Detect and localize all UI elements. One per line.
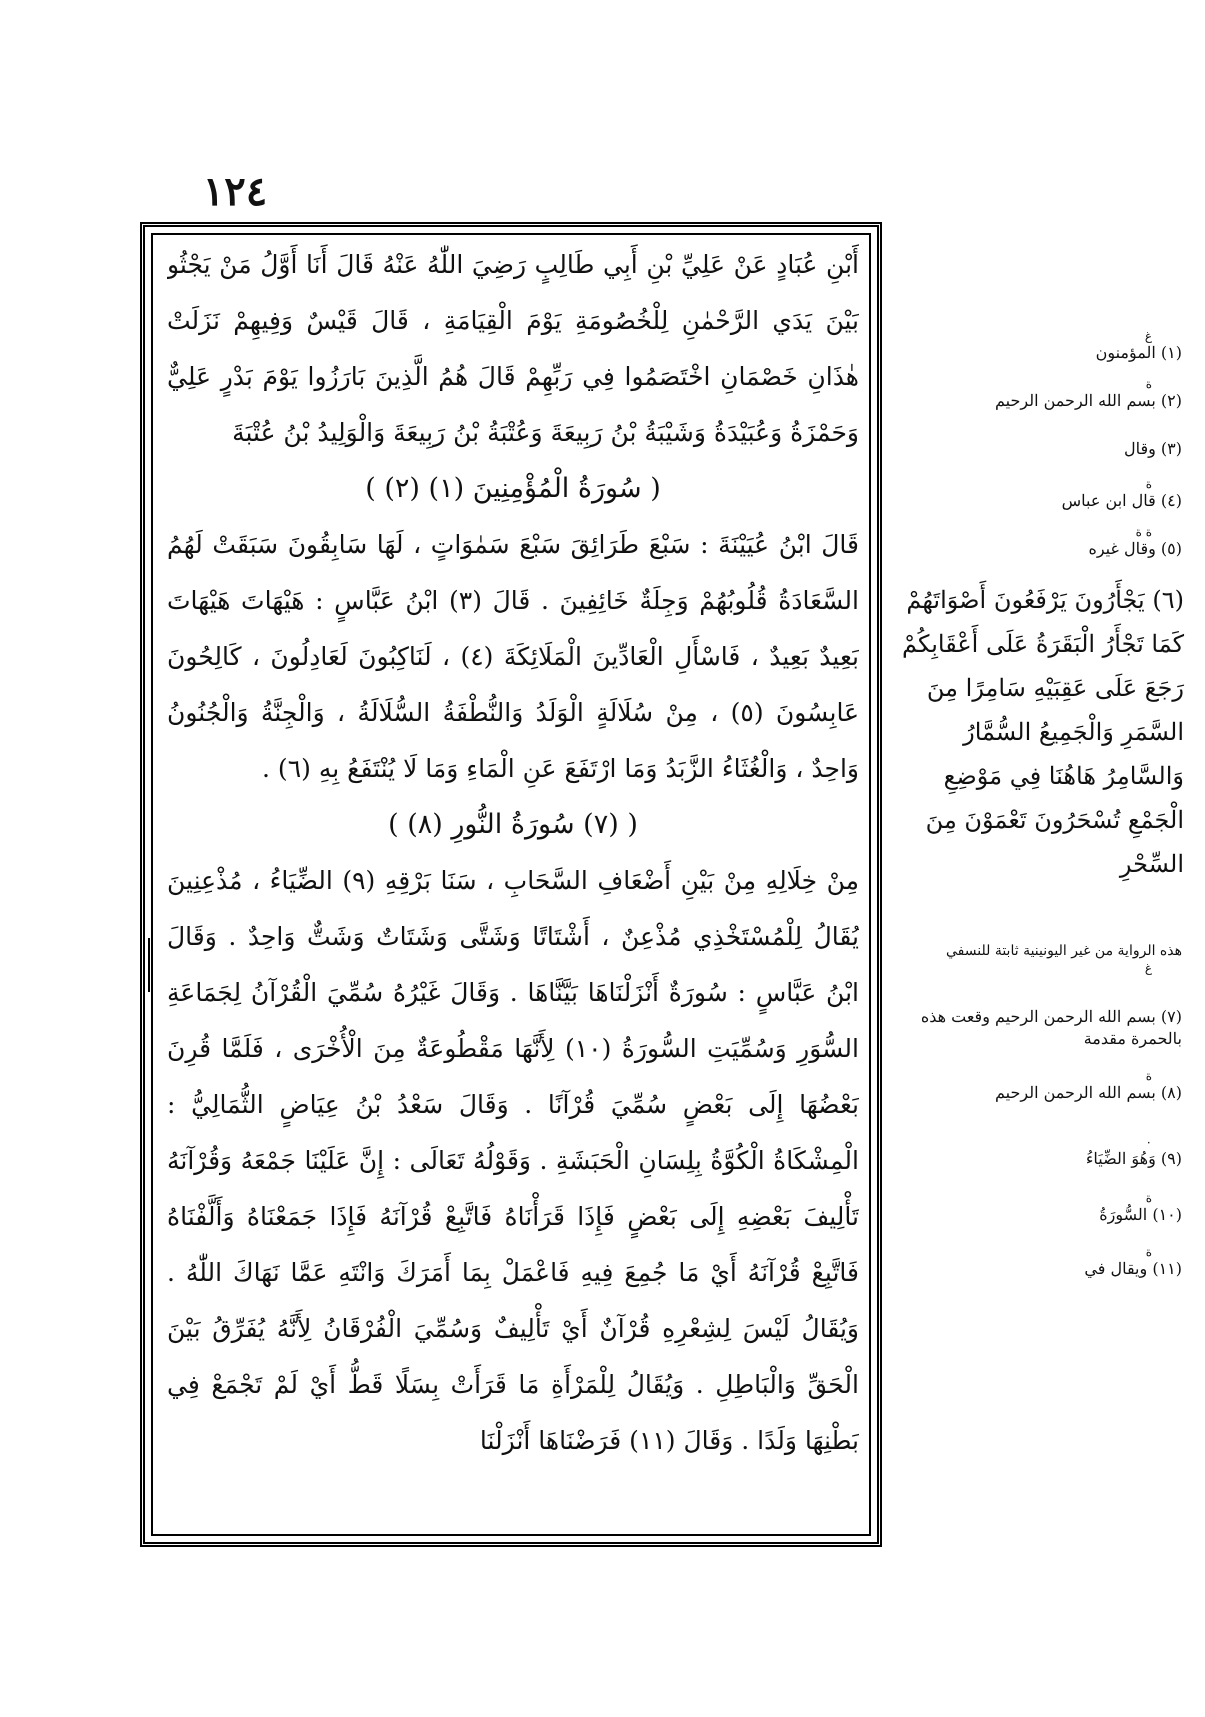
- note-4-text: (٤) قال ابن عباس: [1061, 491, 1182, 510]
- note-7-text: (٧) بسم الله الرحمن الرحيم وقعت هذه بالحمرة مقدمة: [920, 1007, 1182, 1048]
- note-5-mark: ة ة: [1135, 525, 1152, 539]
- text-frame: [140, 222, 882, 1547]
- note-5: [892, 526, 1182, 560]
- note-9-text: (٩) وَهُوَ الضِّيَاءُ: [1085, 1149, 1182, 1168]
- note-8-mark: ة: [1145, 1069, 1152, 1083]
- note-6-text: (٦) يَجْأَرُونَ يَرْفَعُونَ أَصْوَاتَهُمْ كَمَا تَجْأَرُ الْبَقَرَةُ عَلَى أَعْقَابِكُمْ رَجَعَ عَلَى عَقِبَيْهِ سَامِرًا مِنَ السَّمَرِ وَالْجَمِيعُ السُّمَّارُ وَالسَّامِرُ هَاهُنَا فِي مَوْضِعِ الْجَمْعِ تُسْحَرُونَ تَعْمَوْنَ مِنَ السِّحْرِ: [902, 586, 1184, 878]
- surah-heading-nur: ( (٧) سُورَةُ النُّورِ (٨) ): [388, 809, 638, 840]
- note-8-text: (٨) بسم الله الرحمن الرحيم: [995, 1083, 1182, 1102]
- note-4: [892, 478, 1182, 512]
- note-9-mark: ٠: [1145, 1135, 1152, 1149]
- note-3: [892, 438, 1182, 460]
- note-9: [892, 1136, 1182, 1170]
- note-6-tail-text: هذه الرواية من غير اليونينية ثابتة للنسفي: [946, 943, 1182, 959]
- paragraph-1: أَبْنِ عُبَادٍ عَنْ عَلِيِّ بْنِ أَبِي طَالِبٍ رَضِيَ اللّٰهُ عَنْهُ قَالَ أَنَا أَوَّلُ مَنْ يَجْثُو بَيْنَ يَدَي الرَّحْمٰنِ لِلْخُصُومَةِ يَوْمَ الْقِيَامَةِ ، قَالَ قَيْسٌ وَفِيهِمْ نَزَلَتْ هٰذَانِ خَصْمَانِ اخْتَصَمُوا فِي رَبِّهِمْ قَالَ هُمُ الَّذِينَ بَارَزُوا يَوْمَ بَدْرٍ عَلِيٌّ وَحَمْزَةُ وَعُبَيْدَةُ وَشَيْبَةُ بْنُ رَبِيعَةَ وَعُتْبَةُ بْنُ رَبِيعَةَ وَالْوَلِيدُ بْنُ عُتْبَةَ: [167, 250, 859, 447]
- note-11-text: (١١) ويقال في: [1084, 1259, 1182, 1278]
- note-1: [892, 330, 1182, 364]
- note-8: [892, 1070, 1182, 1104]
- note-1-mark: غ: [1144, 329, 1152, 343]
- note-6: [884, 578, 1184, 886]
- note-10-mark: ة: [1145, 1191, 1152, 1205]
- paragraph-3: مِنْ خِلَالِهِ مِنْ بَيْنِ أَضْعَافِ السَّحَابِ ، سَنَا بَرْقِهِ (٩) الضِّيَاءُ ، مُذْعِنِينَ يُقَالُ لِلْمُسْتَخْذِي مُذْعِنٌ ، أَشْتَاتًا وَشَتَّى وَشَتَاتٌ وَشَتٌّ وَاحِدٌ . وَقَالَ ابْنُ عَبَّاسٍ : سُورَةٌ أَنْزَلْنَاهَا بَيَّنَّاهَا . وَقَالَ غَيْرُهُ سُمِّيَ الْقُرْآنُ لِجَمَاعَةِ السُّوَرِ وَسُمِّيَتِ السُّورَةُ (١٠) لِأَنَّهَا مَقْطُوعَةٌ مِنَ الْأُخْرَى ، فَلَمَّا قُرِنَ بَعْضُهَا إِلَى بَعْضٍ سُمِّيَ قُرْآنًا . وَقَالَ سَعْدُ بْنُ عِيَاضٍ الثُّمَالِيُّ : الْمِشْكَاةُ الْكُوَّةُ بِلِسَانِ الْحَبَشَةِ . وَقَوْلُهُ تَعَالَى : إِنَّ عَلَيْنَا جَمْعَهُ وَقُرْآنَهُ تَأْلِيفَ بَعْضِهِ إِلَى بَعْضٍ فَإِذَا قَرَأْنَاهُ فَاتَّبِعْ قُرْآنَهُ فَإِذَا جَمَعْنَاهُ وَأَلَّفْنَاهُ فَاتَّبِعْ قُرْآنَهُ أَيْ مَا جُمِعَ فِيهِ فَاعْمَلْ بِمَا أَمَرَكَ وَانْتَهِ عَمَّا نَهَاكَ اللّٰهُ . وَيُقَالُ لَيْسَ لِشِعْرِهِ قُرْآنٌ أَيْ تَأْلِيفٌ وَسُمِّيَ الْفُرْقَانُ لِأَنَّهُ يُفَرِّقُ بَيْنَ الْحَقِّ وَالْبَاطِلِ . وَيُقَالُ لِلْمَرْأَةِ مَا قَرَأَتْ بِسَلًا قَطُّ أَيْ لَمْ تَجْمَعْ فِي بَطْنِهَا وَلَدًا . وَقَالَ (١١) فَرَضْنَاهَا أَنْزَلْنَا: [167, 866, 859, 1455]
- note-1-text: (١) المؤمنون: [1095, 343, 1182, 362]
- note-10-text: (١٠) السُّورَةُ: [1099, 1205, 1182, 1224]
- note-2: [892, 378, 1182, 412]
- note-2-text: (٢) بسم الله الرحمن الرحيم: [995, 391, 1182, 410]
- note-11-mark: ة: [1145, 1245, 1152, 1259]
- paragraph-2: قَالَ ابْنُ عُيَيْنَةَ : سَبْعَ طَرَائِقَ سَبْعَ سَمٰوَاتٍ ، لَهَا سَابِقُونَ سَبَقَتْ لَهُمُ السَّعَادَةُ قُلُوبُهُمْ وَجِلَةٌ خَائِفِينَ . قَالَ (٣) ابْنُ عَبَّاسٍ : هَيْهَاتَ هَيْهَاتَ بَعِيدٌ بَعِيدٌ ، فَاسْأَلِ الْعَادِّينَ الْمَلَائِكَةَ (٤) ، لَنَاكِبُونَ لَعَادِلُونَ ، كَالِحُونَ عَابِسُونَ (٥) ، مِنْ سُلَالَةٍ الْوَلَدُ وَالنُّطْفَةُ السُّلَالَةُ ، وَالْجِنَّةُ وَالْجُنُونُ وَاحِدٌ ، وَالْغُثَاءُ الزَّبَدُ وَمَا ارْتَفَعَ عَنِ الْمَاءِ وَمَا لَا يُنْتَفَعُ بِهِ (٦) .: [167, 530, 859, 783]
- note-2-mark: ة: [1145, 377, 1152, 391]
- page-number: ١٢٤: [202, 168, 268, 215]
- note-10: [892, 1192, 1182, 1226]
- note-4-mark: ة: [1145, 477, 1152, 491]
- note-7: [892, 1006, 1182, 1050]
- note-6-tail: [892, 940, 1182, 974]
- note-3-text: (٣) وقال: [1123, 439, 1182, 458]
- surah-heading-muminun: ( سُورَةُ الْمُؤْمِنِينَ (١) (٢) ): [365, 473, 661, 504]
- margin-bracket-mark: [140, 938, 150, 992]
- note-11: [892, 1246, 1182, 1280]
- note-5-text: (٥) وقال غيره: [1088, 539, 1182, 558]
- note-6-mark: غ: [1144, 961, 1152, 975]
- main-text-body: [167, 237, 859, 1522]
